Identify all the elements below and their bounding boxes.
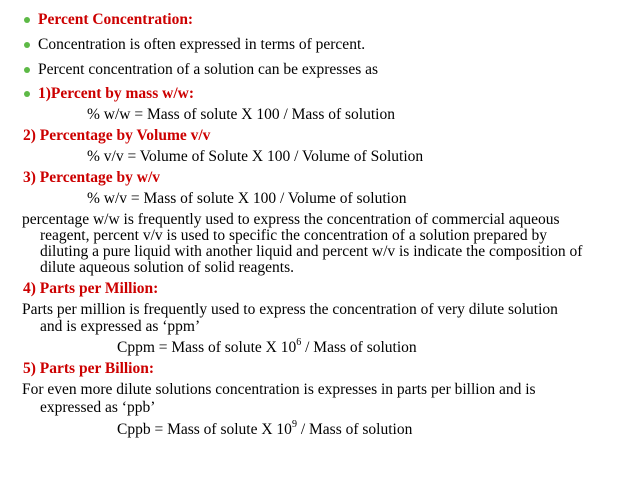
formula-w-v: % w/v = Mass of solute X 100 / Volume of solution [87,190,407,207]
paragraph-ppm-line: and is expressed as ‘ppm’ [40,318,201,335]
bullet-dot-icon [24,91,30,97]
paragraph-usage-line: percentage w/w is frequently used to express the concentration of commercial aqueous [22,211,560,228]
heading-percent-by-mass: 1)Percent by mass w/w: [38,85,194,102]
formula-ppb-prefix: Cppb = Mass of solute X 10 [117,421,292,438]
formula-ppb-exponent: 9 [291,418,297,430]
heading-parts-per-million: 4) Parts per Million: [23,280,159,297]
paragraph-usage-line: reagent, percent v/v is used to specific the concentration of a solution prepared by [40,227,548,244]
bullet-dot-icon [24,67,30,73]
paragraph-usage-line: diluting a pure liquid with another liquid and percent w/v is indicate the composition of [40,243,583,260]
formula-ppb-suffix: / Mass of solution [296,421,413,438]
formula-v-v: % v/v = Volume of Solute X 100 / Volume of Solution [87,148,424,165]
bullet-text: Percent concentration of a solution can be expresses as [38,61,379,78]
paragraph-ppm-line: Parts per million is frequently used to express the concentration of very dilute solution [22,301,558,318]
formula-ppm-suffix: / Mass of solution [301,339,417,356]
bullet-dot-icon [24,17,30,23]
formula-ppb [117,418,413,438]
heading-percentage-w-v: 3) Percentage by w/v [23,169,161,186]
paragraph-usage-line: dilute aqueous solution of solid reagents. [40,259,294,276]
formula-ppm-prefix: Cppm = Mass of solute X 10 [117,339,297,356]
bullet-text: Concentration is often expressed in terms of percent. [38,36,366,53]
bullet-dot-icon [24,42,30,48]
paragraph-ppb-line: For even more dilute solutions concentration is expresses in parts per billion and is [22,381,536,398]
heading-percentage-by-volume: 2) Percentage by Volume v/v [23,127,211,144]
paragraph-ppb-line: expressed as ‘ppb’ [40,399,156,416]
heading-percent-concentration: Percent Concentration: [38,11,194,28]
heading-parts-per-billion: 5) Parts per Billion: [23,360,155,377]
formula-ppm [117,336,417,356]
formula-ppm-exponent: 6 [296,336,302,348]
formula-w-w: % w/w = Mass of solute X 100 / Mass of solution [87,106,395,123]
